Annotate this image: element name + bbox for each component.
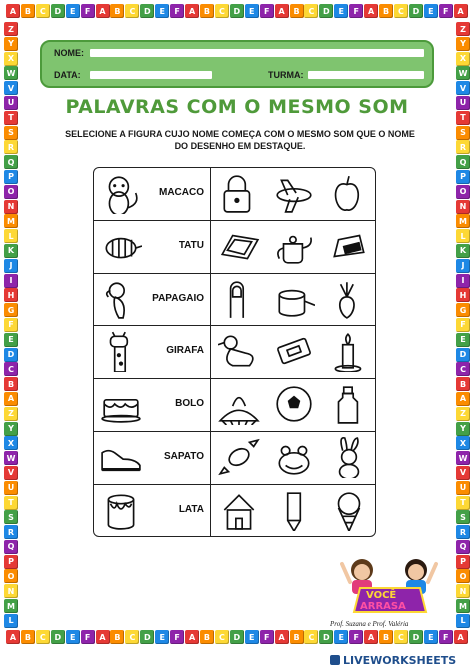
alphabet-block: N bbox=[456, 584, 470, 598]
alphabet-block: Q bbox=[4, 540, 18, 554]
alphabet-block: O bbox=[4, 569, 18, 583]
alphabet-block: E bbox=[424, 630, 438, 644]
alphabet-block: X bbox=[456, 436, 470, 450]
alphabet-block: E bbox=[155, 4, 169, 18]
alphabet-block: S bbox=[456, 510, 470, 524]
date-field[interactable] bbox=[90, 71, 212, 79]
alphabet-block: Z bbox=[456, 407, 470, 421]
alphabet-block: D bbox=[456, 348, 470, 362]
instructions: SELECIONE A FIGURA CUJO NOME COMEÇA COM O MESMO SOM QUE O NOME DO DESENHO EM DESTAQUE. bbox=[65, 129, 415, 151]
border-bottom bbox=[6, 630, 468, 646]
alphabet-block: E bbox=[334, 4, 348, 18]
alphabet-block: V bbox=[4, 81, 18, 95]
duck-icon[interactable] bbox=[218, 330, 260, 372]
alphabet-block: D bbox=[319, 630, 333, 644]
alphabet-block: D bbox=[51, 630, 65, 644]
alphabet-block: Y bbox=[456, 422, 470, 436]
alphabet-block: M bbox=[456, 599, 470, 613]
alphabet-block: M bbox=[4, 214, 18, 228]
bottle-icon[interactable] bbox=[328, 383, 370, 425]
alphabet-block: F bbox=[456, 318, 470, 332]
alphabet-block: R bbox=[4, 140, 18, 154]
alphabet-block: K bbox=[4, 244, 18, 258]
row-word: LATA bbox=[178, 503, 204, 515]
alphabet-block: A bbox=[275, 630, 289, 644]
pencil-icon[interactable] bbox=[273, 489, 315, 531]
alphabet-block: L bbox=[4, 614, 18, 628]
alphabet-block: A bbox=[185, 630, 199, 644]
alphabet-block: A bbox=[6, 630, 20, 644]
alphabet-block: E bbox=[245, 4, 259, 18]
alphabet-block: F bbox=[170, 630, 184, 644]
alphabet-block: L bbox=[4, 229, 18, 243]
razor-blade-icon[interactable] bbox=[273, 330, 315, 372]
frog-icon[interactable] bbox=[273, 436, 315, 478]
alphabet-block: E bbox=[66, 4, 80, 18]
alphabet-block: B bbox=[21, 4, 35, 18]
alphabet-block: E bbox=[155, 630, 169, 644]
border-top bbox=[6, 4, 468, 20]
alphabet-block: T bbox=[4, 496, 18, 510]
alphabet-block: J bbox=[4, 259, 18, 273]
alphabet-block: C bbox=[456, 362, 470, 376]
date-label: DATA: bbox=[54, 70, 81, 80]
alphabet-block: N bbox=[4, 200, 18, 214]
name-label: NOME: bbox=[54, 48, 84, 58]
alphabet-block: E bbox=[245, 630, 259, 644]
class-field[interactable] bbox=[308, 71, 424, 79]
alphabet-block: C bbox=[125, 630, 139, 644]
alphabet-block: C bbox=[36, 4, 50, 18]
pot-icon[interactable] bbox=[273, 278, 315, 320]
alphabet-block: Q bbox=[4, 155, 18, 169]
alphabet-block: W bbox=[4, 66, 18, 80]
alphabet-block: B bbox=[200, 630, 214, 644]
alphabet-block: D bbox=[409, 4, 423, 18]
alphabet-block: F bbox=[439, 4, 453, 18]
alphabet-block: D bbox=[230, 4, 244, 18]
alphabet-block: F bbox=[349, 630, 363, 644]
house-icon[interactable] bbox=[218, 489, 260, 531]
alphabet-block: I bbox=[456, 274, 470, 288]
alphabet-block: Q bbox=[456, 540, 470, 554]
alphabet-block: D bbox=[4, 348, 18, 362]
alphabet-block: U bbox=[4, 481, 18, 495]
alphabet-block: W bbox=[456, 451, 470, 465]
alphabet-block: F bbox=[260, 630, 274, 644]
alphabet-block: T bbox=[456, 496, 470, 510]
alphabet-block: D bbox=[140, 4, 154, 18]
ice-cream-icon[interactable] bbox=[328, 489, 370, 531]
alphabet-block: Z bbox=[4, 407, 18, 421]
airplane-icon[interactable] bbox=[273, 172, 315, 214]
radish-icon[interactable] bbox=[328, 278, 370, 320]
alphabet-block: I bbox=[4, 274, 18, 288]
alphabet-block: S bbox=[456, 126, 470, 140]
alphabet-block: L bbox=[456, 614, 470, 628]
alphabet-block: T bbox=[4, 111, 18, 125]
alphabet-block: Y bbox=[4, 37, 18, 51]
alphabet-block: B bbox=[21, 630, 35, 644]
alphabet-block: F bbox=[81, 630, 95, 644]
alphabet-block: A bbox=[454, 4, 468, 18]
candle-icon[interactable] bbox=[328, 330, 370, 372]
hat-brim-icon[interactable] bbox=[218, 383, 260, 425]
alphabet-block: D bbox=[140, 630, 154, 644]
row-word: PAPAGAIO bbox=[152, 292, 204, 304]
alphabet-block: A bbox=[456, 392, 470, 406]
alphabet-block: A bbox=[6, 4, 20, 18]
alphabet-block: C bbox=[394, 630, 408, 644]
alphabet-block: G bbox=[4, 303, 18, 317]
alphabet-block: A bbox=[454, 630, 468, 644]
alphabet-block: X bbox=[456, 52, 470, 66]
alphabet-block: H bbox=[456, 288, 470, 302]
alphabet-block: N bbox=[456, 200, 470, 214]
alphabet-block: S bbox=[4, 126, 18, 140]
alphabet-block: D bbox=[319, 4, 333, 18]
alphabet-block: U bbox=[4, 96, 18, 110]
page-title: PALAVRAS COM O MESMO SOM bbox=[65, 96, 409, 118]
alphabet-block: B bbox=[4, 377, 18, 391]
alphabet-block: J bbox=[456, 259, 470, 273]
candy-icon[interactable] bbox=[218, 436, 260, 478]
alphabet-block: B bbox=[110, 630, 124, 644]
alphabet-block: E bbox=[334, 630, 348, 644]
alphabet-block: C bbox=[36, 630, 50, 644]
alphabet-block: D bbox=[230, 630, 244, 644]
soccer-ball-icon[interactable] bbox=[273, 383, 315, 425]
alphabet-block: A bbox=[96, 630, 110, 644]
alphabet-block: K bbox=[456, 244, 470, 258]
alphabet-block: T bbox=[456, 111, 470, 125]
alphabet-block: G bbox=[456, 303, 470, 317]
header-box bbox=[40, 40, 434, 88]
name-field[interactable] bbox=[90, 49, 424, 57]
alphabet-block: C bbox=[4, 362, 18, 376]
alphabet-block: O bbox=[4, 185, 18, 199]
alphabet-block: D bbox=[51, 4, 65, 18]
alphabet-block: B bbox=[379, 4, 393, 18]
liveworksheets-brand: LIVEWORKSHEETS bbox=[330, 654, 456, 667]
alphabet-block: P bbox=[456, 555, 470, 569]
alphabet-block: Q bbox=[456, 155, 470, 169]
alphabet-block: E bbox=[456, 333, 470, 347]
alphabet-block: Z bbox=[456, 22, 470, 36]
alphabet-block: V bbox=[4, 466, 18, 480]
alphabet-block: V bbox=[456, 466, 470, 480]
liveworksheets-logo-icon bbox=[330, 655, 340, 665]
alphabet-block: X bbox=[4, 52, 18, 66]
alphabet-block: F bbox=[260, 4, 274, 18]
alphabet-block: C bbox=[215, 630, 229, 644]
teapot-icon[interactable] bbox=[273, 225, 315, 267]
alphabet-block: D bbox=[409, 630, 423, 644]
alphabet-block: F bbox=[4, 318, 18, 332]
alphabet-block: L bbox=[456, 229, 470, 243]
alphabet-block: P bbox=[456, 170, 470, 184]
alphabet-block: W bbox=[456, 66, 470, 80]
rug-icon[interactable] bbox=[218, 225, 260, 267]
alphabet-block: M bbox=[4, 599, 18, 613]
alphabet-block: E bbox=[4, 333, 18, 347]
alphabet-block: B bbox=[290, 4, 304, 18]
alphabet-block: B bbox=[379, 630, 393, 644]
logo-text-voce: VOCÊ bbox=[366, 590, 397, 601]
alphabet-block: A bbox=[364, 630, 378, 644]
alphabet-block: F bbox=[439, 630, 453, 644]
alphabet-block: F bbox=[349, 4, 363, 18]
alphabet-block: E bbox=[424, 4, 438, 18]
class-label: TURMA: bbox=[268, 70, 304, 80]
alphabet-block: C bbox=[394, 4, 408, 18]
alphabet-block: H bbox=[4, 288, 18, 302]
alphabet-block: R bbox=[456, 525, 470, 539]
alphabet-block: C bbox=[125, 4, 139, 18]
alphabet-block: F bbox=[81, 4, 95, 18]
alphabet-block: O bbox=[456, 569, 470, 583]
row-word: SAPATO bbox=[163, 451, 204, 462]
row-word: GIRAFA bbox=[166, 345, 204, 357]
alphabet-block: O bbox=[456, 185, 470, 199]
alphabet-block: Z bbox=[4, 22, 18, 36]
alphabet-block: U bbox=[456, 481, 470, 495]
alphabet-block: V bbox=[456, 81, 470, 95]
rabbit-icon[interactable] bbox=[328, 436, 370, 478]
alphabet-block: P bbox=[4, 555, 18, 569]
alphabet-block: A bbox=[4, 392, 18, 406]
padlock-icon[interactable] bbox=[218, 172, 260, 214]
credit-text: Prof. Suzana e Prof. Valéria bbox=[330, 620, 409, 628]
alphabet-block: A bbox=[275, 4, 289, 18]
alphabet-block: C bbox=[215, 4, 229, 18]
alphabet-block: N bbox=[4, 584, 18, 598]
alphabet-block: S bbox=[4, 510, 18, 524]
row-word: MACACO bbox=[159, 187, 204, 198]
alphabet-block: Y bbox=[4, 422, 18, 436]
alphabet-block: A bbox=[364, 4, 378, 18]
finger-icon[interactable] bbox=[218, 278, 260, 320]
alphabet-block: B bbox=[290, 630, 304, 644]
alphabet-block: C bbox=[304, 4, 318, 18]
row-word: TATU bbox=[178, 239, 204, 251]
logo-text-arrasa: ARRASA bbox=[360, 601, 406, 612]
apple-icon[interactable] bbox=[328, 172, 370, 214]
alphabet-block: P bbox=[4, 170, 18, 184]
alphabet-block: U bbox=[456, 96, 470, 110]
alphabet-block: X bbox=[4, 436, 18, 450]
alphabet-block: R bbox=[456, 140, 470, 154]
alphabet-block: F bbox=[170, 4, 184, 18]
alphabet-block: Y bbox=[456, 37, 470, 51]
row-word: BOLO bbox=[175, 398, 204, 410]
alphabet-block: R bbox=[4, 525, 18, 539]
alphabet-block: B bbox=[200, 4, 214, 18]
alphabet-block: W bbox=[4, 451, 18, 465]
alphabet-block: M bbox=[456, 214, 470, 228]
hat-icon[interactable] bbox=[328, 225, 370, 267]
alphabet-block: B bbox=[110, 4, 124, 18]
alphabet-block: E bbox=[66, 630, 80, 644]
alphabet-block: A bbox=[96, 4, 110, 18]
alphabet-block: B bbox=[456, 377, 470, 391]
alphabet-block: A bbox=[185, 4, 199, 18]
alphabet-block: C bbox=[304, 630, 318, 644]
